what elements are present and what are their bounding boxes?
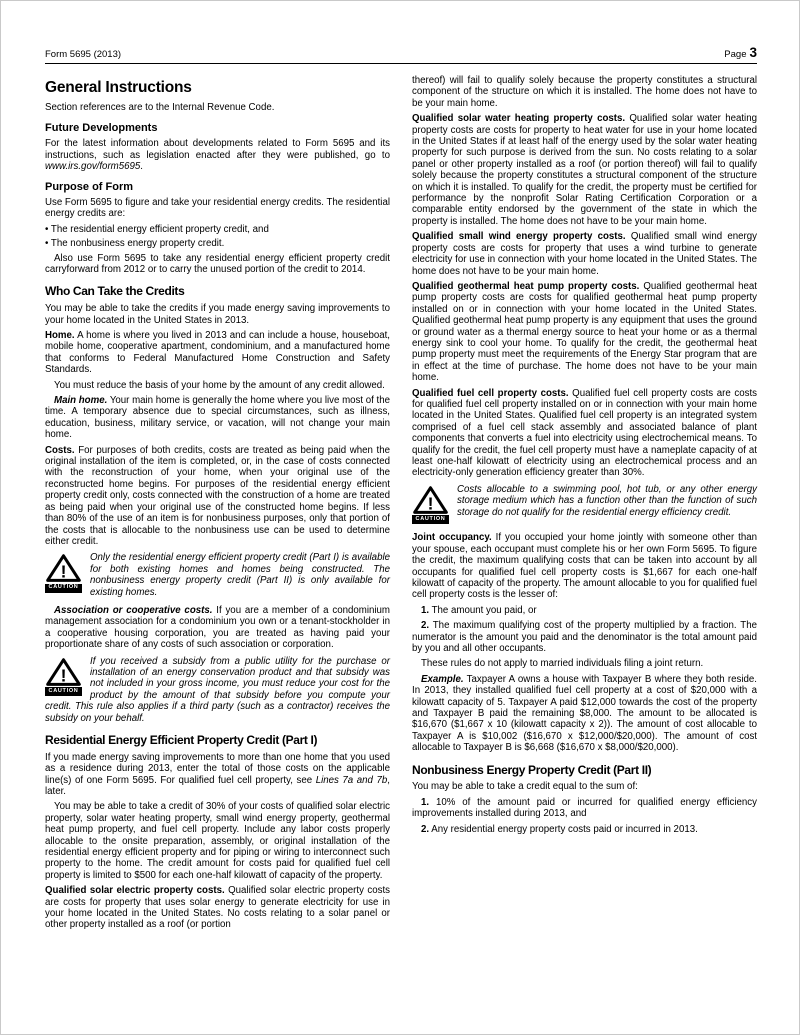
part2-item-1-text: 10% of the amount paid or incurred for qualified energy efficiency improvements installed during 2013, and — [412, 796, 757, 820]
home-text: A home is where you lived in 2013 and can include a house, houseboat, mobile home, cooperative apartment, condominium, and a manufactured home that conforms to Federal Manufactured Home Construction and Safety Standards. — [45, 330, 390, 376]
example-lead: Example. — [421, 673, 464, 685]
part2-item-1-number: 1. — [421, 796, 430, 808]
part2-item-2-number: 2. — [421, 823, 430, 835]
caution-triangle-icon — [412, 486, 449, 515]
caution-exclamation-glyph: ! — [427, 493, 434, 514]
caution-label: CAUTION — [45, 584, 82, 593]
header-divider — [45, 63, 757, 64]
costs-paragraph — [45, 445, 390, 548]
part2-item-2 — [412, 824, 757, 835]
heading-purpose-of-form: Purpose of Form — [45, 181, 134, 194]
caution-icon — [45, 554, 82, 593]
purpose-carryforward-paragraph: Also use Form 5695 to take any residential energy efficient property credit carryforward from 2012 or to carry the unused portion of the credit to 2014. — [45, 252, 390, 275]
part2-intro-paragraph: You may be able to take a credit equal to the sum of: — [412, 781, 638, 793]
caution-note-credit-availability — [45, 552, 390, 598]
solar-electric-text: Qualified solar electric property costs are costs for property that uses solar energy to generate electricity for use in your home located in the United States. No costs relating to a solar panel or other property installed as a roof (or portion — [45, 885, 390, 931]
part1-intro-pre: If you made energy saving improvements to more than one home that you used as a residence during 2013, enter the total of those costs on the applicable line(s) of one Form 5695. For qualified fuel cell property, see — [45, 751, 390, 786]
solar-water-paragraph — [412, 113, 757, 227]
caution-storage-text: Costs allocable to a swimming pool, hot tub, or any other energy storage medium which has a function other than the function of such storage do not qualify for the residential energy efficiency credit. — [457, 483, 757, 518]
joint-occupancy-text: If you occupied your home jointly with someone other than your spouse, each occupant must complete his or her own Form 5695. To figure the credit, the maximum qualifying costs that can be taken into account by all occupants for qualified fuel cell property costs is $1,667 for each one-half kilowatt of capacity of the property. The amount allocable to you for qualified fuel cell property costs is the lesser of: — [412, 532, 757, 601]
heading-part1-credit: Residential Energy Efficient Property Credit (Part I) — [45, 733, 318, 747]
two-column-body — [45, 75, 757, 935]
caution-label: CAUTION — [45, 687, 82, 696]
page-label: Page — [724, 49, 747, 60]
form-id: Form 5695 (2013) — [45, 49, 122, 60]
page-header — [45, 45, 757, 60]
solar-electric-continuation-paragraph: thereof) will fail to qualify solely because the property constitutes a structural component of the structure on which it is installed. The home does not have to be your main home. — [412, 75, 757, 109]
caution-icon — [412, 486, 449, 525]
small-wind-lead: Qualified small wind energy property costs. — [412, 231, 626, 243]
part1-intro-post: , later. — [45, 774, 390, 798]
irs-form-url-link[interactable]: www.irs.gov/form5695 — [45, 160, 141, 172]
main-home-paragraph — [45, 395, 390, 441]
heading-general-instructions: General Instructions — [45, 79, 192, 96]
future-text-pre: For the latest information about developments related to Form 5695 and its instructions, such as legislation enacted after they were published, go to — [45, 138, 390, 161]
solar-electric-paragraph — [45, 885, 390, 931]
page-number: 3 — [749, 45, 757, 60]
lesser-of-item-1 — [412, 605, 757, 616]
fuel-cell-paragraph — [412, 388, 757, 479]
caution-exclamation-glyph: ! — [60, 562, 67, 583]
section-references-text: Section references are to the Internal Revenue Code. — [45, 102, 275, 114]
geothermal-paragraph — [412, 281, 757, 384]
item-1-text: The amount you paid, or — [429, 604, 537, 616]
part2-item-1 — [412, 797, 757, 820]
caution-note-utility-subsidy — [45, 656, 390, 724]
lesser-of-item-2 — [412, 620, 757, 654]
item-1-number: 1. — [421, 604, 430, 616]
solar-electric-lead: Qualified solar electric property costs. — [45, 885, 225, 897]
basis-reduction-paragraph: You must reduce the basis of your home by the amount of any credit allowed. — [54, 379, 385, 391]
fuel-cell-lead: Qualified fuel cell property costs. — [412, 387, 569, 399]
solar-water-text: Qualified solar water heating property costs are costs for property to heat water for use in your home located in the United States if at least half of the energy used by the solar water heating property for such purpose is derived from the sun. No costs relating to a solar panel or other property installed as a roof (or portion thereof) will fail to qualify solely because the property constitutes a structural component of the structure on which it is installed. To qualify for the credit, the property must be certified for performance by the nonprofit Solar Rating Certification Corporation or a comparable entity endorsed by the government of the state in which the property is installed. The home does not have to be your main home. — [412, 113, 757, 227]
association-costs-paragraph — [45, 605, 390, 651]
main-home-text: Your main home is generally the home where you live most of the time. A temporary absence due to special circumstances, such as illness, education, business, military service, or vacation, will not change your main home. — [45, 395, 391, 441]
bullet-residential-efficient-credit: • The residential energy efficient property credit, and — [45, 224, 390, 235]
costs-text: For purposes of both credits, costs are treated as being paid when the original installation of the item is completed, or, in the case of costs connected with the reconstruction of your home, when your original use of the reconstructed home begins. For purposes of the residential energy efficient property credit only, costs connected with the construction of a home are treated as being paid when your original use of the constructed home begins. If less than 80% of the use of an item is for nonbusiness purposes, only that portion of the costs that is allocable to the nonbusiness use can be used to determine either credit. — [45, 444, 390, 547]
who-intro-paragraph: You may be able to take the credits if you made energy saving improvements to your home located in the United States in 2013. — [45, 303, 390, 326]
joint-occupancy-lead: Joint occupancy. — [412, 532, 492, 544]
right-column — [412, 75, 757, 935]
part2-item-2-text: Any residential energy property costs paid or incurred in 2013. — [429, 823, 698, 835]
caution-triangle-icon — [45, 554, 82, 583]
heading-part2-credit: Nonbusiness Energy Property Credit (Part II) — [412, 762, 652, 777]
costs-lead: Costs. — [45, 444, 75, 456]
main-home-lead: Main home. — [54, 395, 108, 407]
association-lead: Association or cooperative costs. — [54, 604, 213, 616]
joint-return-rule-paragraph: These rules do not apply to married individuals filing a joint return. — [421, 658, 704, 670]
part1-intro-paragraph — [45, 752, 390, 798]
future-developments-paragraph — [45, 138, 390, 172]
bullet-nonbusiness-credit: • The nonbusiness energy property credit. — [45, 238, 390, 249]
purpose-intro-paragraph: Use Form 5695 to figure and take your residential energy credits. The residential energy credits are: — [45, 196, 390, 220]
page-indicator — [724, 45, 757, 60]
geothermal-lead: Qualified geothermal heat pump property costs. — [412, 280, 640, 292]
small-wind-text: Qualified small wind energy property costs are costs for property that uses a wind turbine to generate electricity for use in connection with your home located in the United States. The home does not have to be your main home. — [412, 231, 757, 277]
heading-who-can-take-credits: Who Can Take the Credits — [45, 284, 185, 299]
left-column — [45, 75, 390, 935]
fuel-cell-text: Qualified fuel cell property costs are costs for qualified fuel cell property installed on or in connection with your main home located in the United States. Qualified fuel cell property is an integrated system comprised of a fuel cell stack assembly and associated balance of plant components that converts a fuel into electricity using electrochemical means. To qualify for the credit, the fuel cell property must have a nameplate capacity of at least one-half kilowatt of electricity using an electrochemical process and an electricity-only generation efficiency greater than 30%. — [412, 387, 757, 479]
home-definition-paragraph — [45, 330, 390, 376]
caution-label: CAUTION — [412, 515, 449, 524]
home-lead: Home. — [45, 330, 75, 341]
future-text-post: . — [140, 160, 143, 172]
example-paragraph — [412, 674, 757, 754]
caution-icon — [45, 658, 82, 697]
joint-occupancy-paragraph — [412, 532, 757, 600]
part1-credit-rate-paragraph: You may be able to take a credit of 30% of your costs of qualified solar electric property, solar water heating property, small wind energy property, geothermal heat pump property, and fuel cell property. Include any labor costs properly allocable to the onsite preparation, assembly, or original installation of the residential energy efficient property and for piping or wiring to interconnect such property to the home. The credit amount for costs paid for qualified fuel cell property is limited to $500 for each one-half kilowatt of capacity of the property. — [45, 801, 390, 881]
geothermal-text: Qualified geothermal heat pump property costs are costs for qualified geothermal heat pump property installed on or in connection with your home located in the United States. Qualified geothermal heat pump property is any equipment that uses the ground or ground water as a thermal energy source to heat your home or as a thermal energy sink to cool your home. To qualify for the credit, the geothermal heat pump property must meet the requirements of the Energy Star program that are in effect at the time of purchase. The home does not have to be your main home. — [412, 280, 757, 384]
item-2-text: The maximum qualifying cost of the property multiplied by a fraction. The numerator is the amount you paid and the denominator is the total amount paid by you and all other occupants. — [412, 620, 757, 654]
solar-water-lead: Qualified solar water heating property costs. — [412, 113, 626, 125]
caution-triangle-icon — [45, 658, 82, 687]
heading-future-developments: Future Developments — [45, 122, 158, 135]
caution-note-energy-storage — [412, 484, 757, 526]
item-2-number: 2. — [421, 620, 430, 632]
small-wind-paragraph — [412, 231, 757, 277]
example-text: Taxpayer A owns a house with Taxpayer B where they both reside. In 2013, they installed qualified fuel cell property at a cost of $20,000 with a kilowatt capacity of 5. Taxpayer A paid $12,000 towards the cost of the property and Taxpayer B paid the remaining $8,000. The amount to be allocated is $16,670 ($1,667 x 10 (kilowatt capacity x 2)). The amount of cost allocable to Taxpayer A is $10,002 ($16,670 x $12,000/$20,000). The amount of cost allocable to Taxpayer B is $6,668 ($16,670 x $8,000/$20,000). — [412, 673, 757, 754]
part1-lines-reference: Lines 7a and 7b — [315, 774, 388, 786]
caution-availability-text: Only the residential energy efficient property credit (Part I) is available for both existing homes and homes being constructed. The nonbusiness energy property credit (Part II) is only available for existing homes. — [90, 552, 390, 598]
caution-exclamation-glyph: ! — [60, 665, 67, 686]
caution-subsidy-text: If you received a subsidy from a public utility for the purchase or installation of an energy conservation product and that subsidy was not included in your gross income, you must reduce your cost for the product by the amount of that subsidy before you compute your credit. This rule also applies if a third party (such as a contractor) receives the subsidy on your behalf. — [45, 655, 390, 724]
association-text: If you are a member of a condominium management association for a condominium you own or a tenant-stockholder in a cooperative housing corporation, you are treated as having paid your proportionate share of any costs of such association or corporation. — [45, 604, 390, 651]
